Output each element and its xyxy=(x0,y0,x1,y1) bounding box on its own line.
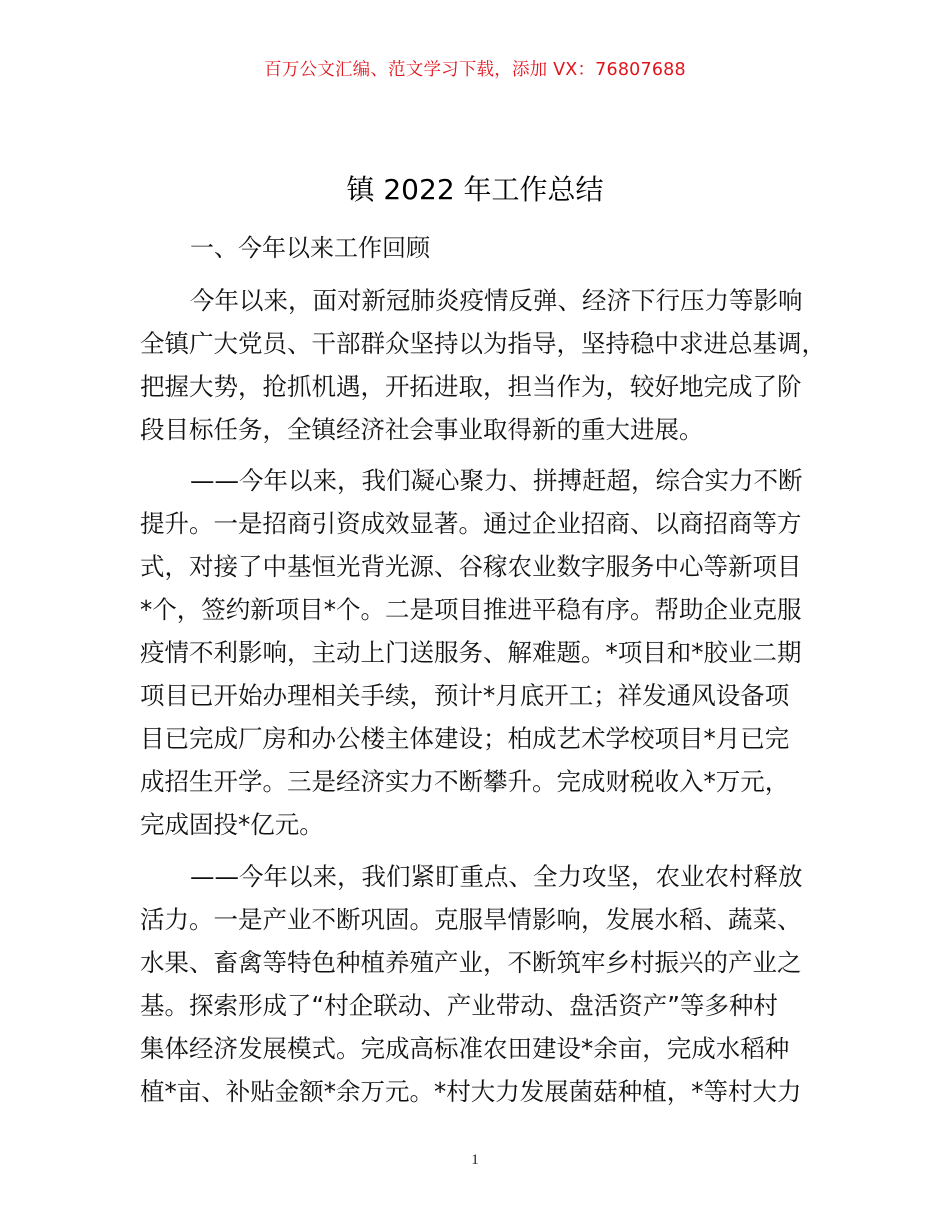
watermark-banner: 百万公文汇编、范文学习下载，添加 VX：76807688 xyxy=(264,60,686,80)
section-heading: 一、今年以来工作回顾 xyxy=(190,234,430,262)
paragraph-line: 植*亩、补贴金额*余万元。*村大力发展菌菇种植，*等村大力 xyxy=(140,1077,802,1106)
page-number: 1 xyxy=(471,1152,479,1168)
paragraph-line: 项目已开始办理相关手续，预计*月底开工；祥发通风设备项 xyxy=(140,681,790,710)
paragraph-line: 完成固投*亿元。 xyxy=(140,810,324,839)
paragraph-line: ——今年以来，我们凝心聚力、拼搏赶超，综合实力不断 xyxy=(190,466,803,495)
paragraph-line: 今年以来，面对新冠肺炎疫情反弹、经济下行压力等影响 xyxy=(190,286,803,315)
paragraph-line: 水果、畜禽等特色种植养殖产业，不断筑牢乡村振兴的产业之 xyxy=(140,948,802,977)
paragraph-line: *个，签约新项目*个。二是项目推进平稳有序。帮助企业克服 xyxy=(140,595,802,624)
paragraph-line: 把握大势，抢抓机遇，开拓进取，担当作为，较好地完成了阶 xyxy=(140,372,802,401)
paragraph-line: 全镇广大党员、干部群众坚持以为指导，坚持稳中求进总基调， xyxy=(140,329,826,358)
paragraph-line: 成招生开学。三是经济实力不断攀升。完成财税收入*万元， xyxy=(140,767,790,796)
paragraph-line: 活力。一是产业不断巩固。克服旱情影响，发展水稻、蔬菜、 xyxy=(140,905,802,934)
paragraph-line: 疫情不利影响，主动上门送服务、解难题。*项目和*胶业二期 xyxy=(140,638,802,667)
paragraph-line: 集体经济发展模式。完成高标准农田建设*余亩，完成水稻种 xyxy=(140,1034,790,1063)
paragraph-line: ——今年以来，我们紧盯重点、全力攻坚，农业农村释放 xyxy=(190,862,803,891)
document-title: 镇 2022 年工作总结 xyxy=(346,173,604,206)
paragraph-line: 目已完成厂房和办公楼主体建设；柏成艺术学校项目*月已完 xyxy=(140,724,790,753)
paragraph-line: 基。探索形成了“村企联动、产业带动、盘活资产”等多种村 xyxy=(140,991,778,1020)
paragraph-line: 式，对接了中基恒光背光源、谷稼农业数字服务中心等新项目 xyxy=(140,552,802,581)
paragraph-line: 提升。一是招商引资成效显著。通过企业招商、以商招商等方 xyxy=(140,509,802,538)
paragraph-line: 段目标任务，全镇经济社会事业取得新的重大进展。 xyxy=(140,415,704,444)
